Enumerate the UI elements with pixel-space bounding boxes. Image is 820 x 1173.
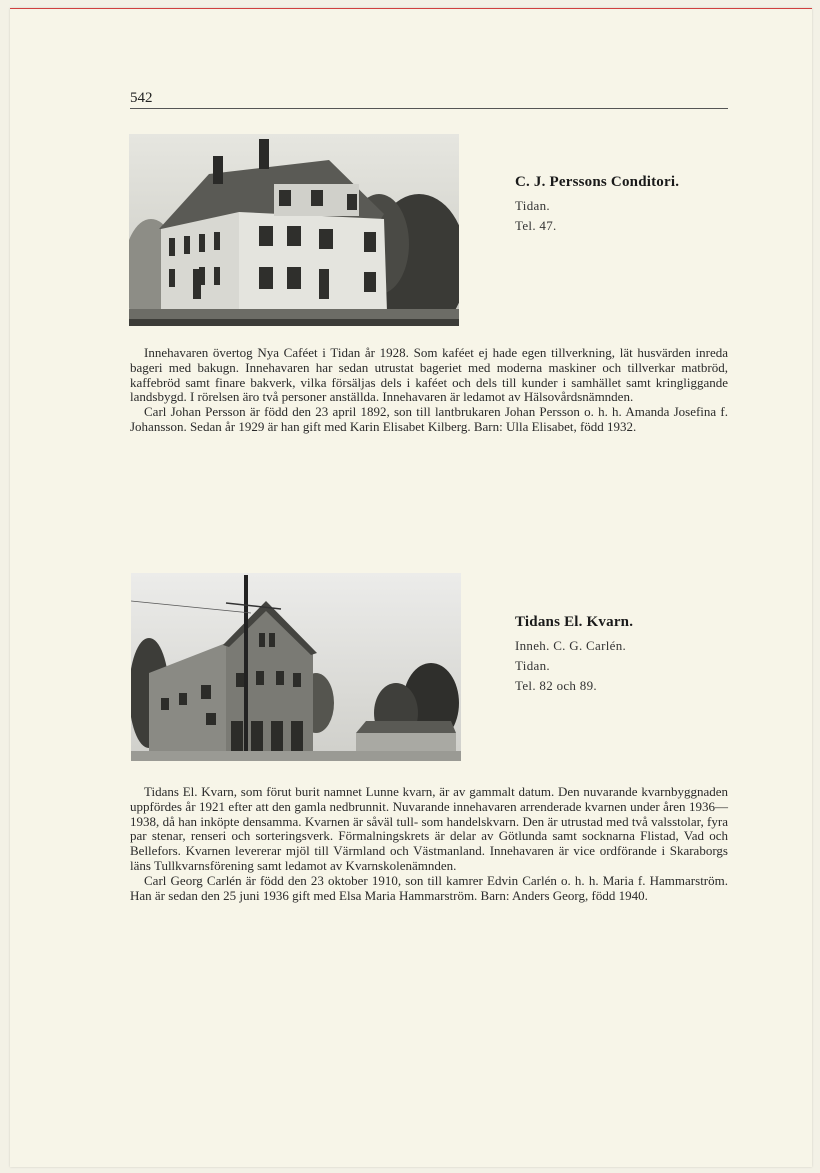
mill-owner: Inneh. C. G. Carlén. bbox=[515, 638, 627, 653]
conditori-location: Tidan. bbox=[515, 198, 550, 213]
mill-location: Tidan. bbox=[515, 658, 550, 673]
page-number: 542 bbox=[130, 90, 153, 106]
mill-paragraph-1: Tidans El. Kvarn, som förut burit namnet Lunne kvarn, är av gammalt datum. Den nuvarande kvarnbyggnaden uppfördes år 1921 efter att den gamla nedbrunnit. Nuvarande innehavaren arrenderade kvarnen under åren 1936—1938, då han inköpte densamma. Kvarnen är såväl tull- som handelskvarn. Den är utrustad med två valsstolar, fyra par stenar, renseri och sorteringsverk. Förmalningskrets är delar av Götlunda samt socknarna Flistad, Vad och Bellefors. Kvarnen levererar mjöl till Värmland och Västmanland. Innehavaren är vice ordförande i Skaraborgs läns Tullkvarnsförening samt ledamot av Kvarnskolenämnden. bbox=[130, 784, 728, 873]
mill-text bbox=[130, 785, 728, 903]
mill-phone: Tel. 82 och 89. bbox=[515, 678, 597, 693]
conditori-phone: Tel. 47. bbox=[515, 218, 557, 233]
conditori-paragraph-2: Carl Johan Persson är född den 23 april 1892, son till lantbrukaren Johan Persson o. h. h. Amanda Josefina f. Johansson. Sedan år 1929 är han gift med Karin Elisabet Kilberg. Barn: Ulla Elisabet, född 1932. bbox=[130, 404, 728, 434]
conditori-title: C. J. Perssons Conditori. bbox=[515, 174, 680, 190]
conditori-building-photo bbox=[129, 134, 459, 326]
conditori-paragraph-1: Innehavaren övertog Nya Caféet i Tidan år 1928. Som kaféet ej hade egen tillverkning, lät husvärden inreda bageri med bakugn. Innehavaren har sedan utrustat bageriet med moderna maskiner och tillverkar matbröd, kaffebröd samt finare bakverk, vilka försäljas dels i kaféet och dels till kunder i samhället samt kringliggande landsbygd. I rörelsen äro två personer anställda. Innehavaren är ledamot av Hälsovårdsnämnden. bbox=[130, 345, 728, 405]
mill-caption bbox=[515, 612, 633, 696]
mill-paragraph-2: Carl Georg Carlén är född den 23 oktober 1910, son till kamrer Edvin Carlén o. h. h. Maria f. Hammarström. Han är sedan den 25 juni 1936 gift med Elsa Maria Hammarström. Barn: Anders Georg, född 1940. bbox=[130, 872, 728, 903]
mill-title: Tidans El. Kvarn. bbox=[515, 614, 634, 630]
conditori-caption bbox=[515, 172, 679, 236]
mill-building-photo bbox=[131, 573, 461, 761]
header-rule bbox=[130, 108, 728, 109]
conditori-text bbox=[130, 346, 728, 435]
